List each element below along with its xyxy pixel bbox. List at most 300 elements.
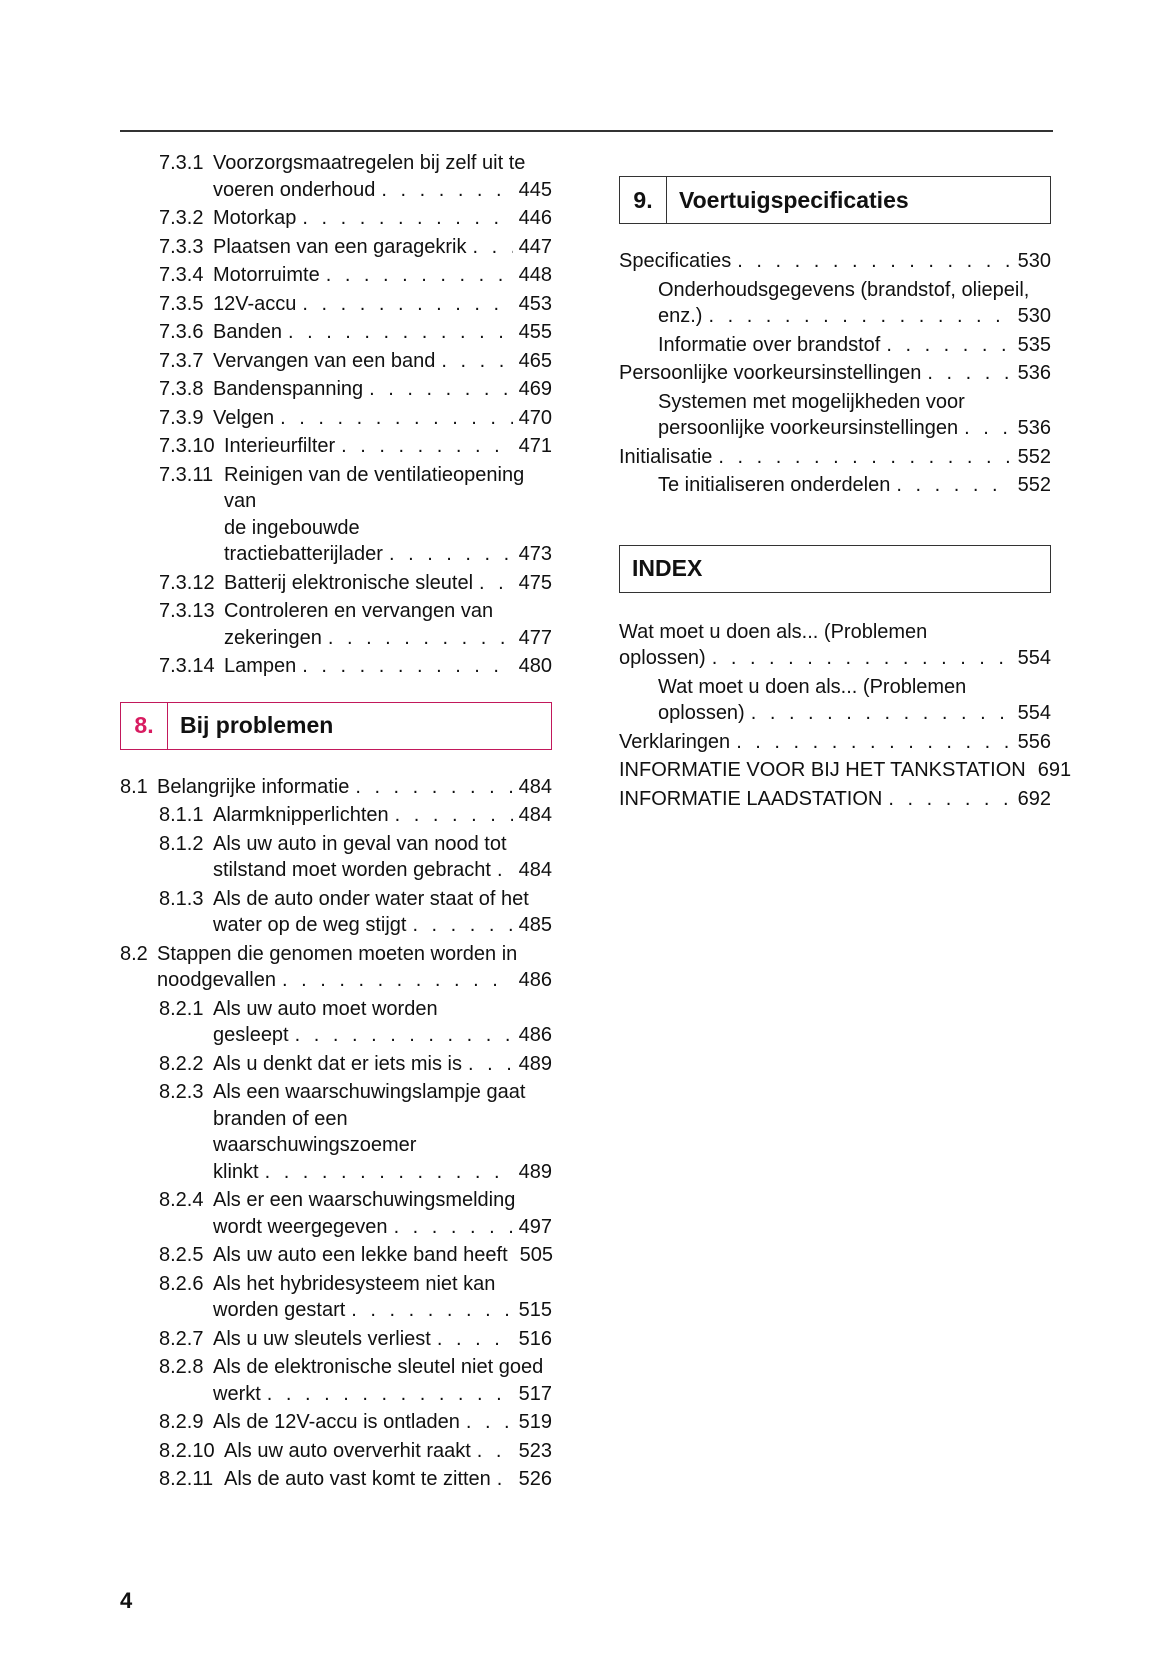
toc-entry-body [658,674,1051,727]
section-8-header[interactable] [120,702,552,750]
toc-entry-body [658,277,1051,330]
toc-entry-line [619,645,1051,672]
toc-entry-line [658,415,1051,442]
toc-entry[interactable] [120,462,552,568]
toc-entry-text: Systemen met mogelijkheden voor [658,390,965,413]
toc-entry[interactable] [120,941,552,994]
toc-entry-title: noodgevallen [157,969,276,991]
toc-entry-title: enz.) [658,305,703,327]
toc-entry-title: werkt [213,1382,261,1405]
toc-entry-body [213,1051,552,1078]
toc-entry-title: oplossen) [619,647,706,669]
toc-entry[interactable] [120,802,552,829]
toc-entry-number: 7.3.11 [159,463,214,486]
toc-entry-title: Als de auto vast komt te zitten [224,1468,491,1490]
toc-entry-title: Interieurfilter [224,435,336,457]
toc-entry-title: Motorruimte [213,264,320,286]
dot-leader [389,541,513,568]
toc-entry[interactable] [619,248,1051,275]
toc-entry-title: Plaatsen van een garagekrik [213,235,467,258]
dot-leader [886,332,1011,359]
toc-entry[interactable] [619,332,1051,359]
toc-entry-number: 7.3.2 [159,207,204,229]
toc-entry[interactable] [619,389,1051,442]
toc-entry-title: 12V-accu [213,292,297,315]
toc-entry-line [224,570,552,597]
toc-entry-title: wordt weergegeven [213,1215,388,1238]
toc-entry-page[interactable]: 526 [518,1468,552,1490]
left-column [120,150,552,1495]
toc-entry-title: worden gestart [213,1299,346,1321]
toc-entry-number: 8.2.10 [159,1439,215,1462]
toc-entry[interactable] [120,1051,552,1078]
toc-entry-line [213,1051,552,1078]
toc-entry-text: Als de auto onder water staat of het [213,887,529,910]
toc-entry-page[interactable]: 552 [1017,474,1051,496]
dot-leader [295,1022,513,1049]
toc-entry-page[interactable]: 486 [518,969,552,991]
toc-entry-title: Als uw auto een lekke band heeft [213,1244,508,1266]
dot-leader [497,857,513,884]
toc-entry-title: Informatie over brandstof [658,333,881,356]
toc-entry-text: Als uw auto moet worden [213,997,438,1020]
toc-entry-page[interactable]: 691 [1037,759,1072,781]
dot-leader [751,700,1012,727]
toc-entry-page[interactable]: 471 [518,435,552,457]
toc-entry-title: Specificaties [619,250,732,272]
toc-entry-page[interactable]: 447 [518,235,552,258]
toc-entry-page[interactable]: 473 [518,543,552,565]
toc-entry-page[interactable]: 505 [519,1244,554,1266]
toc-entry-body [213,831,552,884]
section-number: 8. [121,703,168,749]
toc-list-7-3 [120,150,552,680]
toc-entry-page[interactable]: 485 [518,914,552,936]
toc-entry-title: Als de 12V-accu is ontladen [213,1411,460,1433]
toc-entry-body [224,462,552,568]
toc-entry-title: tractiebatterijlader [224,543,383,565]
toc-entry-text: Als uw auto in geval van nood tot [213,832,507,855]
toc-entry-line [213,405,552,432]
toc-entry-page[interactable]: 453 [518,292,552,315]
toc-entry-number: 7.3.1 [159,152,204,174]
toc-entry[interactable] [619,729,1051,756]
toc-entry-page[interactable]: 445 [518,178,552,201]
toc-entry-body [213,319,552,346]
dot-leader [288,319,513,346]
toc-entry-line [213,912,552,939]
toc-entry-text: Voorzorgsmaatregelen bij zelf uit te [213,152,526,174]
toc-entry-body [213,234,552,261]
toc-entry-line [213,802,552,829]
toc-entry[interactable] [619,619,1051,672]
toc-entry-body [213,1187,552,1240]
toc-entry-title: persoonlijke voorkeursinstellingen [658,417,959,439]
toc-entry-title: Als u uw sleutels verliest [213,1327,431,1350]
toc-entry-title: zekeringen [224,626,322,649]
toc-entry-body [213,405,552,432]
dot-leader [441,348,512,375]
toc-entry-number: 8.1.2 [159,832,204,855]
toc-entry[interactable] [619,674,1051,727]
dot-leader [712,645,1012,672]
toc-entry[interactable] [120,1326,552,1353]
toc-entry-number: 8.1 [120,775,148,798]
toc-entry-text: Reinigen van de ventilatieopening van [224,463,525,512]
dot-leader [328,625,513,652]
dot-leader [964,415,1011,442]
toc-entry[interactable] [619,472,1051,499]
toc-entry-line [213,857,552,884]
toc-entry-page[interactable]: 477 [518,626,552,649]
toc-entry[interactable] [120,653,552,680]
toc-entry-body [213,996,552,1049]
toc-entry-body [619,619,1051,672]
toc-entry-title: gesleept [213,1024,289,1046]
toc-entry-line [224,433,552,460]
toc-entry[interactable] [619,360,1051,387]
toc-entry-page[interactable]: 484 [518,859,552,881]
toc-entry-number: 8.2.5 [159,1244,204,1266]
toc-entry-body [213,1079,552,1185]
toc-entry-text: branden of een waarschuwingszoemer [213,1107,417,1156]
toc-entry-line [213,1242,552,1269]
toc-entry-title: klinkt [213,1160,259,1183]
toc-entry-body [619,248,1051,275]
toc-list-9 [619,248,1051,499]
toc-entry-body [224,653,552,680]
dot-leader [302,291,512,318]
toc-entry-number: 7.3.13 [159,600,215,622]
toc-entry[interactable] [619,444,1051,471]
toc-entry-text: Als het hybridesysteem niet kan [213,1272,496,1295]
toc-entry[interactable] [120,348,552,375]
dot-leader [437,1326,513,1353]
toc-entry-title: stilstand moet worden gebracht [213,859,491,881]
toc-entry-page[interactable]: 536 [1017,417,1051,439]
toc-entry-line [658,472,1051,499]
toc-entry-title: Bandenspanning [213,378,364,400]
toc-entry-number: 8.2.4 [159,1189,204,1211]
toc-entry-text: Onderhoudsgegevens (brandstof, oliepeil, [658,278,1030,301]
dot-leader [497,1466,513,1493]
toc-entry[interactable] [619,757,1072,784]
toc-entry-line [157,774,552,801]
toc-entry[interactable] [120,996,552,1049]
toc-entry-number: 7.3.5 [159,292,204,315]
toc-entry-page[interactable]: 469 [518,378,552,400]
toc-entry-number: 8.2.7 [159,1327,204,1350]
toc-entry-line [224,625,552,652]
toc-entry-body [157,941,552,994]
toc-entry-title: voeren onderhoud [213,178,376,201]
toc-entry-page[interactable]: 480 [518,655,552,677]
dot-leader [466,1409,513,1436]
toc-entry-page[interactable]: 465 [518,349,552,372]
toc-entry[interactable] [120,433,552,460]
toc-entry-body [619,360,1051,387]
toc-entry-line [224,1466,552,1493]
toc-entry-number: 7.3.8 [159,378,204,400]
page-number: 4 [120,1588,133,1613]
toc-entry-line [157,967,552,994]
toc-entry-page[interactable]: 519 [518,1411,552,1433]
toc-entry-text: Als er een waarschuwingsmelding [213,1189,516,1211]
toc-entry-page[interactable]: 497 [518,1215,552,1238]
toc-entry[interactable] [120,319,552,346]
toc-entry-line [224,1438,552,1465]
toc-entry-page[interactable]: 692 [1017,787,1051,810]
toc-entry[interactable] [120,570,552,597]
toc-entry-body [213,1354,552,1407]
toc-entry-body [658,389,1051,442]
toc-entry-number: 8.2 [120,942,148,965]
toc-entry-title: INFORMATIE LAADSTATION [619,787,883,810]
toc-entry-title: Te initialiseren onderdelen [658,474,891,496]
toc-entry-body [213,886,552,939]
dot-leader [282,967,513,994]
toc-entry-text: Als de elektronische sleutel niet goed [213,1356,544,1378]
toc-entry-number: 7.3.9 [159,406,204,429]
toc-entry-number: 7.3.3 [159,235,204,258]
toc-entry-line [619,360,1051,387]
toc-entry-line [619,757,1072,784]
dot-leader [394,1214,513,1241]
toc-entry-title: water op de weg stijgt [213,914,407,936]
toc-entry-text: Wat moet u doen als... (Problemen [658,675,967,698]
toc-entry-body [213,205,552,232]
dot-leader [369,376,512,403]
toc-entry-text: Controleren en vervangen van [224,600,494,622]
toc-entry-page[interactable]: 489 [518,1160,552,1183]
toc-entry-body [213,348,552,375]
toc-entry[interactable] [120,831,552,884]
toc-entry-body [658,332,1051,359]
toc-entry-body [619,444,1051,471]
dot-leader [737,248,1011,275]
toc-entry-number: 8.2.2 [159,1052,204,1075]
right-column [619,150,1072,814]
toc-entry-line [224,541,552,568]
toc-entry-body [619,786,1051,813]
index-section-header[interactable] [619,545,1051,593]
toc-entry[interactable] [120,150,552,203]
dot-leader [267,1381,513,1408]
toc-entry[interactable] [120,262,552,289]
toc-entry[interactable] [120,1438,552,1465]
toc-entry-body [213,376,552,403]
toc-entry-title: Vervangen van een band [213,349,436,372]
toc-entry-line [658,303,1051,330]
toc-entry-line [213,1326,552,1353]
toc-entry-body [213,1242,552,1269]
toc-entry-page[interactable]: 530 [1017,305,1051,327]
toc-entry-page[interactable]: 489 [518,1052,552,1075]
dot-leader [280,405,512,432]
toc-entry-page[interactable]: 523 [518,1439,552,1462]
toc-entry-line [658,332,1051,359]
toc-entry[interactable] [120,405,552,432]
toc-entry-title: Alarmknipperlichten [213,804,389,826]
toc-entry-text: Wat moet u doen als... (Problemen [619,620,928,643]
toc-entry-title: Als u denkt dat er iets mis is [213,1052,462,1075]
toc-entry-body [213,1271,552,1324]
section-title: INDEX [632,555,703,582]
toc-entry-page[interactable]: 455 [518,321,552,343]
toc-entry-body [213,291,552,318]
toc-entry-page[interactable]: 446 [518,207,552,229]
toc-entry-line [213,291,552,318]
toc-entry-page[interactable]: 448 [518,264,552,286]
toc-entry-line [213,234,552,261]
toc-entry-line [213,262,552,289]
toc-entry[interactable] [120,291,552,318]
toc-entry[interactable] [120,1079,552,1185]
toc-entry-number: 8.2.6 [159,1272,204,1295]
toc-entry-number: 8.2.8 [159,1356,204,1378]
toc-entry-line [213,205,552,232]
dot-leader [479,570,513,597]
toc-entry-text: Als een waarschuwingslampje gaat [213,1081,526,1103]
toc-entry-page[interactable]: 516 [518,1327,552,1350]
toc-entry[interactable] [120,1354,552,1407]
toc-entry-number: 7.3.7 [159,349,204,372]
toc-entry-line [619,729,1051,756]
toc-entry-line [213,1159,552,1186]
top-rule [120,130,1053,132]
toc-entry-line [619,248,1051,275]
dot-leader [381,177,512,204]
dot-leader [265,1159,513,1186]
toc-entry-body [224,570,552,597]
toc-entry-page[interactable]: 517 [518,1382,552,1405]
toc-entry-text: Stappen die genomen moeten worden in [157,942,518,965]
toc-entry-number: 8.1.1 [159,804,204,826]
section-title: Bij problemen [180,712,334,739]
dot-leader [708,303,1011,330]
toc-entry-title: Als uw auto oververhit raakt [224,1439,471,1462]
toc-entry-body [213,1326,552,1353]
dot-leader [927,360,1011,387]
toc-entry-line [213,1381,552,1408]
toc-entry-page[interactable]: 554 [1017,647,1051,669]
dot-leader [302,653,512,680]
toc-entry-title: Lampen [224,655,297,677]
toc-entry-page[interactable]: 470 [518,406,552,429]
toc-entry-page[interactable]: 475 [518,571,552,594]
dot-leader [326,262,513,289]
toc-entry-line [213,1297,552,1324]
toc-entry-title: Batterij elektronische sleutel [224,571,474,594]
toc-entry[interactable] [120,598,552,651]
dot-leader [341,433,512,460]
toc-entry-body [213,1409,552,1436]
toc-list-index [619,619,1072,813]
toc-entry-page[interactable]: 535 [1017,333,1051,356]
toc-entry-title: Persoonlijke voorkeursinstellingen [619,362,922,384]
toc-entry-title: Motorkap [213,207,297,229]
toc-entry[interactable] [120,1271,552,1324]
dot-leader [468,1051,513,1078]
toc-entry-body [224,433,552,460]
toc-entry-page[interactable]: 552 [1017,445,1051,468]
toc-entry-page[interactable]: 486 [518,1024,552,1046]
toc-entry-number: 8.2.1 [159,997,204,1020]
toc-entry-body [213,150,552,203]
toc-entry[interactable] [120,1242,552,1269]
toc-entry-page[interactable]: 554 [1017,702,1051,724]
toc-list-8 [120,774,552,1493]
toc-entry[interactable] [619,277,1051,330]
toc-entry-line [619,444,1051,471]
toc-entry[interactable] [120,376,552,403]
toc-entry-line [213,376,552,403]
toc-entry-page[interactable]: 484 [518,775,552,798]
toc-entry-line [213,1214,552,1241]
toc-entry[interactable] [120,205,552,232]
toc-entry[interactable] [120,1187,552,1240]
toc-entry-line [658,700,1051,727]
toc-entry-text: de ingebouwde [224,516,360,539]
toc-entry-page[interactable]: 556 [1017,730,1051,753]
toc-entry-page[interactable]: 515 [518,1299,552,1321]
toc-entry-body [224,1438,552,1465]
dot-leader [351,1297,512,1324]
toc-entry-number: 7.3.14 [159,655,215,677]
dot-leader [473,234,513,261]
toc-entry-body [213,262,552,289]
dot-leader [302,205,512,232]
toc-entry-page[interactable]: 536 [1017,362,1051,384]
toc-entry-line [213,1022,552,1049]
toc-entry-page[interactable]: 484 [518,804,552,826]
toc-entry[interactable] [120,774,552,801]
toc-entry-body [224,598,552,651]
toc-entry[interactable] [120,886,552,939]
toc-entry-body [619,729,1051,756]
section-number: 9. [620,177,667,223]
dot-leader [736,729,1011,756]
dot-leader [355,774,512,801]
section-title: Voertuigspecificaties [679,186,909,213]
toc-entry-number: 8.2.11 [159,1468,214,1490]
toc-entry-title: Banden [213,321,282,343]
dot-leader [395,802,513,829]
toc-entry-line [213,1409,552,1436]
toc-entry-body [224,1466,552,1493]
toc-entry[interactable] [120,1466,552,1493]
dot-leader [888,786,1011,813]
toc-entry-number: 7.3.12 [159,571,215,594]
toc-entry-body [658,472,1051,499]
toc-entry-title: Initialisatie [619,445,713,468]
toc-entry[interactable] [120,1409,552,1436]
toc-entry-line [213,348,552,375]
toc-entry[interactable] [120,234,552,261]
dot-leader [412,912,512,939]
toc-entry-body [619,757,1072,784]
toc-entry-title: Velgen [213,406,275,429]
toc-entry-title: Belangrijke informatie [157,775,350,798]
toc-entry-page[interactable]: 530 [1017,250,1051,272]
toc-entry-title: oplossen) [658,702,745,724]
toc-entry-title: Verklaringen [619,730,731,753]
toc-entry-body [157,774,552,801]
toc-entry[interactable] [619,786,1051,813]
toc-entry-number: 8.2.9 [159,1411,204,1433]
section-9-header[interactable] [619,176,1051,224]
toc-entry-body [213,802,552,829]
